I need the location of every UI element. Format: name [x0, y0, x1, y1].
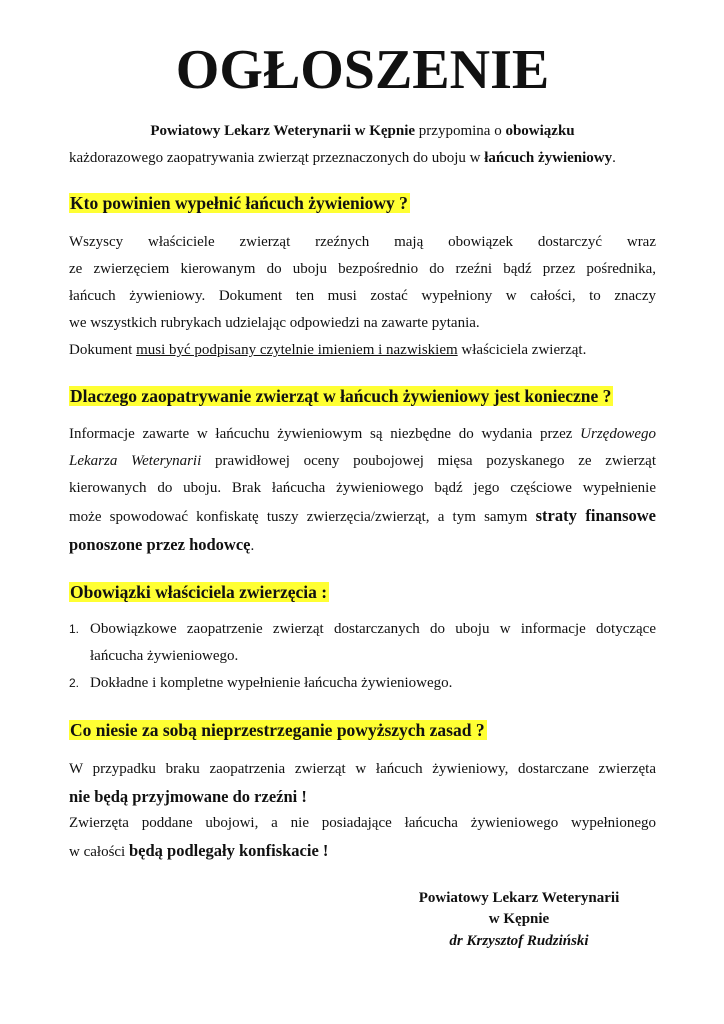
- section-2-line-2: [69, 448, 656, 475]
- section-2-line-2-italic: Lekarza Weterynarii: [69, 453, 202, 469]
- section-2-line-5: [69, 531, 656, 560]
- section-4-paragraph: [69, 756, 656, 866]
- section-2-line-4-a: może spowodować konfiskatę tuszy zwierzęcia/zwierząt, a tym samym: [69, 509, 536, 525]
- intro-text-2: każdorazowego zaopatrywania zwierząt przeznaczonych do uboju w: [69, 150, 485, 166]
- section-3-heading: [69, 580, 329, 604]
- section-4-line-3: Zwierzęta poddane ubojowi, a nie posiadające łańcucha żywieniowego wypełnionego: [69, 815, 656, 831]
- signature-location: w Kępnie: [488, 911, 550, 927]
- section-2-line-4: [69, 502, 656, 531]
- signature-block: [409, 888, 629, 952]
- section-4-heading: [69, 718, 487, 742]
- section-1-heading-text: Kto powinien wypełnić łańcuch żywieniowy ?: [70, 193, 408, 213]
- intro-line-1: [69, 118, 656, 145]
- section-1-line-4: we wszystkich rubrykach udzielając odpowiedzi na zawarte pytania.: [69, 315, 480, 331]
- section-2-line-1-italic: Urzędowego: [580, 426, 656, 442]
- section-2-heading: [69, 384, 613, 408]
- intro-text-3: .: [612, 150, 616, 166]
- section-1-line-1: Wszyscy właściciele zwierząt rzeźnych mają obowiązek dostarczyć wraz: [69, 234, 656, 250]
- section-1-line-5: [69, 337, 656, 364]
- intro-paragraph: [69, 118, 656, 172]
- list-item-line-2: łańcucha żywieniowego.: [90, 648, 239, 664]
- section-2-heading-text: Dlaczego zaopatrywanie zwierząt w łańcuch żywieniowy jest konieczne ?: [70, 386, 612, 406]
- section-3-heading-text: Obowiązki właściciela zwierzęcia :: [70, 582, 328, 602]
- section-2-line-2-b: prawidłowej oceny poubojowej mięsa pozyskanego ze zwierząt: [201, 453, 656, 469]
- section-2-line-5-b: .: [250, 538, 255, 554]
- list-item-number: 2.: [69, 676, 80, 690]
- list-item: [69, 616, 656, 670]
- section-4-heading-text: Co niesie za sobą nieprzestrzeganie powyższych zasad ?: [70, 720, 485, 740]
- signature-title: Powiatowy Lekarz Weterynarii: [418, 890, 620, 906]
- section-1-paragraph: [69, 229, 656, 364]
- section-1-line-2: ze zwierzęciem kierowanym do uboju bezpośrednio do rzeźni bądź przez pośrednika,: [69, 261, 656, 277]
- section-1-heading: [69, 191, 410, 215]
- section-1-line-5-b: właściciela zwierząt.: [457, 342, 587, 358]
- list-item-line-1: Obowiązkowe zaopatrzenie zwierząt dostarczanych do uboju w informacje dotyczące: [90, 621, 656, 637]
- section-1-line-3: łańcuch żywieniowy. Dokument ten musi zostać wypełniony w całości, to znaczy: [69, 288, 656, 304]
- section-2-line-3: kierowanych do uboju. Brak łańcucha żywieniowego bądź jego częściowe wypełnienie: [69, 480, 656, 496]
- list-item-number: 1.: [69, 622, 80, 636]
- list-item: [69, 670, 656, 697]
- section-4-line-1: W przypadku braku zaopatrzenia zwierząt w łańcuch żywieniowy, dostarczane zwierzęta: [69, 761, 656, 777]
- owner-duties-list: [69, 616, 656, 697]
- section-4-not-accepted: nie będą przyjmowane do rzeźni !: [69, 787, 307, 806]
- intro-org: Powiatowy Lekarz Weterynarii w Kępnie: [150, 123, 416, 139]
- section-2-paragraph: [69, 421, 656, 560]
- intro-text-1: przypomina o: [415, 123, 506, 139]
- section-4-line-4: [69, 837, 656, 866]
- section-2-line-1: [69, 421, 656, 448]
- intro-chain: łańcuch żywieniowy: [484, 150, 613, 166]
- section-2-financial-loss: straty finansowe: [535, 506, 656, 525]
- section-4-confiscation: będą podlegały konfiskacie !: [128, 841, 329, 860]
- section-2-breeder: ponoszone przez hodowcę: [69, 535, 251, 554]
- intro-line-2: [69, 145, 656, 172]
- section-4-line-4-a: w całości: [69, 844, 129, 860]
- section-2-line-1-a: Informacje zawarte w łańcuchu żywieniowym są niezbędne do wydania przez: [69, 426, 581, 442]
- section-1-line-5-a: Dokument: [69, 342, 137, 358]
- list-item-line-1: Dokładne i kompletne wypełnienie łańcucha żywieniowego.: [90, 675, 453, 691]
- signature-name: dr Krzysztof Rudziński: [449, 933, 589, 949]
- page-title: OGŁOSZENIE: [175, 39, 550, 101]
- intro-duty: obowiązku: [505, 123, 575, 139]
- section-1-underlined: musi być podpisany czytelnie imieniem i nazwiskiem: [136, 342, 458, 358]
